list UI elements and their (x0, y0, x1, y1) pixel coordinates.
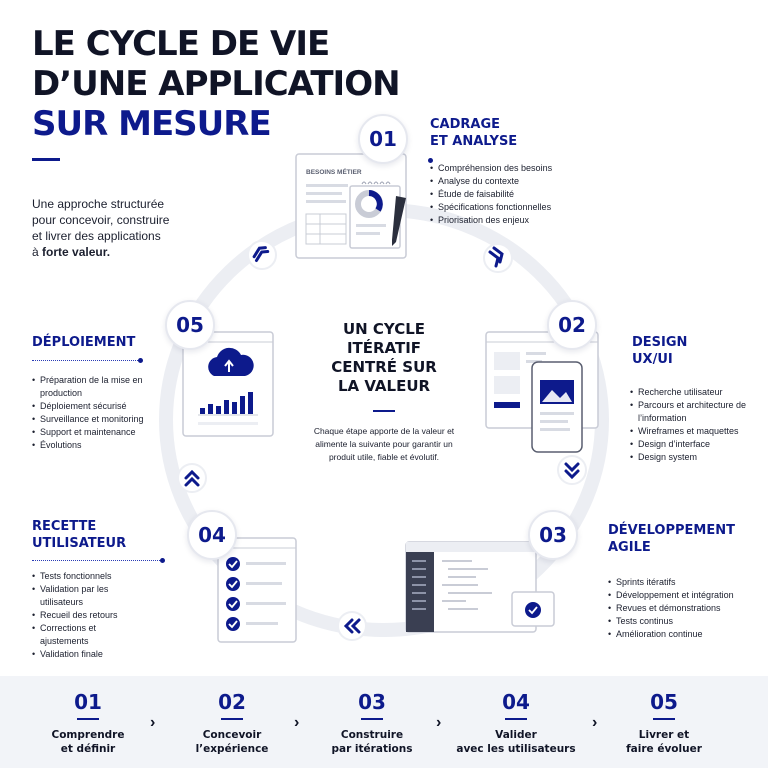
footer-step-rule (361, 718, 383, 720)
list-item: • Parcours et architecture de l’information (630, 399, 750, 425)
list-item: • Spécifications fonctionnelles (430, 201, 580, 214)
list-item: • Revues et démonstrations (608, 602, 758, 615)
footer-step-label (172, 728, 292, 756)
requirements-document-illustration (296, 154, 406, 258)
chevron-right-icon: › (150, 714, 156, 731)
center-underline (373, 410, 395, 412)
list-item: • Recueil des retours (32, 609, 142, 622)
chevron-right-icon: › (294, 714, 300, 731)
chevron-right-icon: › (592, 714, 598, 731)
title-underline (32, 158, 60, 161)
footer-step-rule (77, 718, 99, 720)
list-item: • Priorisation des enjeux (430, 214, 580, 227)
phase-badge-01: 01 (358, 114, 408, 164)
phase-list-02 (630, 386, 750, 464)
phase-list-03 (608, 576, 758, 641)
list-item: • Compréhension des besoins (430, 162, 580, 175)
phase-04-divider (32, 560, 162, 561)
intro-bold: forte valeur. (42, 245, 111, 259)
checklist-illustration (218, 538, 296, 642)
footer-step-label-line-2: par itérations (331, 743, 413, 755)
footer-step-number: 02 (218, 690, 246, 714)
list-item: • Préparation de la mise en production (32, 374, 152, 400)
phase-title-03-line-2: AGILE (608, 540, 651, 555)
phase-title-04-line-1: RECETTE (32, 519, 97, 534)
list-item: • Validation finale (32, 648, 142, 661)
list-item: • Développement et intégration (608, 589, 758, 602)
list-item: • Surveillance et monitoring (32, 413, 152, 426)
center-description: Chaque étape apporte de la valeur et alimente la suivante pour garantir un produit utile, fiable et évolutif. (313, 426, 455, 462)
phase-title-02-line-2: UX/UI (632, 352, 673, 367)
chevron-icon-left (178, 464, 206, 492)
footer-steps-bar (0, 676, 768, 768)
footer-step-number: 05 (650, 690, 678, 714)
chevron-icon-bottom (338, 612, 366, 640)
phase-title-05-line-1: DÉPLOIEMENT (32, 335, 136, 350)
phase-title-05 (32, 334, 135, 351)
ui-design-illustration (486, 332, 598, 452)
list-item: • Analyse du contexte (430, 175, 580, 188)
footer-step-label (456, 728, 576, 756)
list-item: • Amélioration continue (608, 628, 758, 641)
phase-05-divider (32, 360, 140, 361)
phase-title-01-line-2: ET ANALYSE (430, 134, 518, 149)
phase-badge-02: 02 (547, 300, 597, 350)
phase-badge-03: 03 (528, 510, 578, 560)
list-item: • Wireframes et maquettes (630, 425, 750, 438)
title-line-1: LE CYCLE DE VIE (32, 24, 330, 64)
list-item: • Validation par les utilisateurs (32, 583, 142, 609)
list-item: • Recherche utilisateur (630, 386, 750, 399)
footer-step-label-line-1: Construire (340, 729, 404, 741)
center-title-line-3: CENTRÉ SUR (331, 358, 437, 376)
footer-step-rule (653, 718, 675, 720)
intro-text (32, 196, 182, 260)
list-item: • Déploiement sécurisé (32, 400, 152, 413)
document-label: BESOINS MÉTIER (306, 169, 362, 176)
phase-title-01-line-1: CADRAGE (430, 117, 501, 132)
phase-title-02 (632, 334, 687, 368)
list-item: • Étude de faisabilité (430, 188, 580, 201)
footer-step-label-line-2: et définir (60, 743, 116, 755)
phase-title-03-line-1: DÉVELOPPEMENT (608, 523, 735, 538)
intro-line-3: et livrer des applications (32, 229, 161, 243)
footer-step-label-line-2: avec les utilisateurs (456, 743, 576, 755)
phase-title-01 (430, 116, 517, 150)
center-title-line-4: LA VALEUR (337, 377, 431, 395)
footer-step-label-line-1: Comprendre (51, 729, 125, 741)
footer-step-number: 01 (74, 690, 102, 714)
intro-line-1: Une approche structurée (32, 197, 165, 211)
footer-step-label-line-2: faire évoluer (626, 743, 702, 755)
footer-step-03 (312, 690, 432, 756)
list-item: • Sprints itératifs (608, 576, 758, 589)
footer-step-number: 04 (502, 690, 530, 714)
page-title (32, 24, 400, 144)
title-line-2: D’UNE APPLICATION (32, 64, 400, 104)
footer-step-label-line-1: Livrer et (638, 729, 690, 741)
footer-step-01 (28, 690, 148, 756)
phase-list-01 (430, 162, 580, 227)
chevron-icon-upper-right (484, 244, 512, 272)
footer-step-number: 03 (358, 690, 386, 714)
footer-step-04 (456, 690, 576, 756)
phase-list-05 (32, 374, 152, 452)
footer-step-02 (172, 690, 292, 756)
footer-step-05 (604, 690, 724, 756)
phase-list-04 (32, 570, 142, 661)
phase-badge-04: 04 (187, 510, 237, 560)
footer-step-rule (221, 718, 243, 720)
list-item: • Design system (630, 451, 750, 464)
footer-step-label (28, 728, 148, 756)
phase-title-03 (608, 522, 735, 556)
footer-step-label-line-2: l’expérience (195, 743, 269, 755)
list-item: • Support et maintenance (32, 426, 152, 439)
list-item: • Design d’interface (630, 438, 750, 451)
list-item: • Corrections et ajustements (32, 622, 142, 648)
list-item: • Évolutions (32, 439, 152, 452)
footer-step-label-line-1: Valider (495, 729, 537, 741)
chevron-icon-upper-left (248, 241, 276, 269)
chevron-right-icon: › (436, 714, 442, 731)
footer-step-label (604, 728, 724, 756)
list-item: • Tests continus (608, 615, 758, 628)
footer-step-label-line-1: Concevoir (202, 729, 262, 741)
center-title-line-2: ITÉRATIF (346, 339, 422, 357)
title-line-3: SUR MESURE (32, 104, 271, 144)
intro-prefix: à (32, 245, 43, 259)
phase-badge-05: 05 (165, 300, 215, 350)
phase-title-04 (32, 518, 126, 552)
chevron-icon-right (558, 456, 586, 484)
center-title (316, 320, 452, 396)
phase-title-04-line-2: UTILISATEUR (32, 536, 127, 551)
intro-line-2: pour concevoir, construire (32, 213, 170, 227)
phase-title-02-line-1: DESIGN (632, 335, 688, 350)
center-title-line-1: UN CYCLE (342, 320, 426, 338)
code-editor-illustration (406, 542, 554, 632)
footer-step-rule (505, 718, 527, 720)
list-item: • Tests fonctionnels (32, 570, 142, 583)
footer-step-label (312, 728, 432, 756)
